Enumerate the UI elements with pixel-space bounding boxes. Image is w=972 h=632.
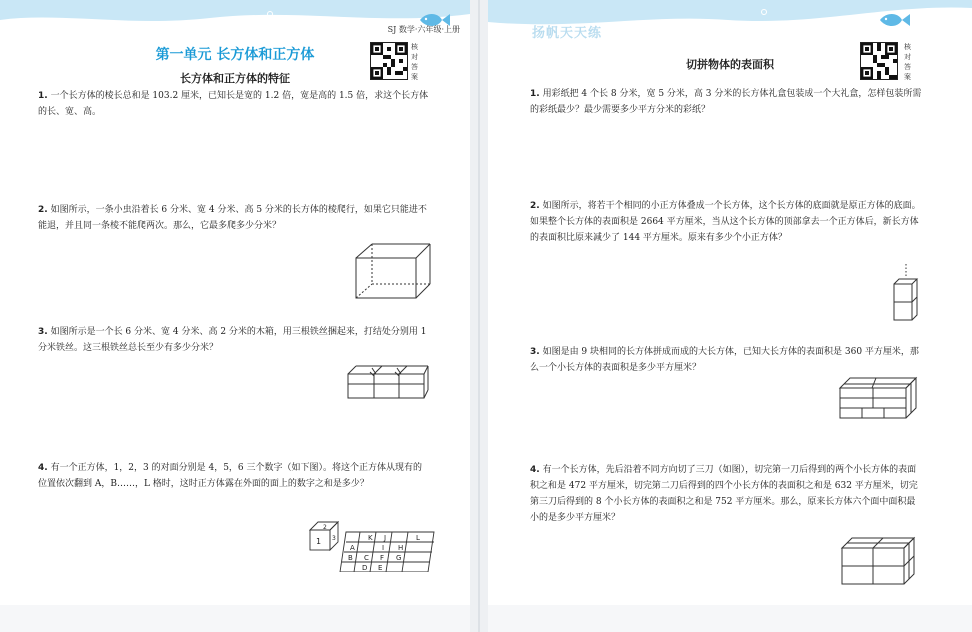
cut-cuboid-figure [838,534,920,588]
question-4 [530,462,922,526]
unit-title: 第一单元 长方体和正方体 [155,47,315,63]
grid-letter: B [348,554,353,562]
fish-icon [880,14,910,26]
question-1 [38,88,430,120]
question-text: 用彩纸把 4 个长 8 分米，宽 5 分米，高 3 分米的长方体礼盒包装成一个大礼盒，怎样包装所需的彩纸最少？最少需要多少平方分米的彩纸？ [530,89,922,115]
question-number: 4. [530,465,540,475]
section-title: 长方体和正方体的特征 [180,72,290,85]
left-page [0,0,470,605]
grid-letter: I [382,544,385,552]
question-number: 1. [530,89,540,99]
question-text: 有一个长方体，先后沿着不同方向切了三刀（如图），切完第一刀后得到的两个小长方体的表面积之和是 472 平方厘米，切完第二刀后得到的四个小长方体的表面积之和是 632 平方厘米，切完第三刀后得到的 8 个小长方体的表面积之和是 752 平方厘米。那么，原来长方体六个面中面积最小的是多少平方厘米？ [530,465,918,523]
stacked-cubes-figure [890,262,920,322]
question-text: 一个长方体的棱长总和是 103.2 厘米，已知长是宽的 1.2 倍，宽是高的 1.5 倍，求这个长方体的长、宽、高。 [38,91,429,117]
nine-cuboids-figure [836,374,920,422]
grid-letter: D [362,564,368,572]
grid-letter: F [380,554,385,562]
qr-label: 核对答案 [411,43,418,81]
question-2 [530,198,922,246]
question-text: 有一个正方体，1，2，3 的对面分别是 4，5，6 三个数字（如下图）。将这个正方体从现有的位置依次翻到 A，B……，L 格时，这时正方体露在外面的面上的数字之和是多少？ [38,463,423,489]
question-text: 如图是由 9 块相同的长方体拼成而成的大长方体，已知大长方体的表面积是 360 平方厘米，那么一个小长方体的表面积是多少平方厘米？ [530,347,919,373]
grid-letter: C [364,554,369,562]
wooden-box-figure [344,362,430,400]
qr-code-icon[interactable] [370,42,408,80]
qr-code-icon[interactable] [860,42,898,80]
next-page-edge [488,605,972,632]
grid-letter: J [384,534,387,542]
question-2 [38,202,430,234]
grid-letter: E [378,564,383,572]
question-3 [530,344,922,376]
page-gap [478,0,480,632]
question-4 [38,460,430,492]
question-text: 如图所示是一个长 6 分米、宽 4 分米、高 2 分米的木箱，用三根铁丝捆起来，打结处分别用 1 分米铁丝。这三根铁丝总长至少有多少分米？ [38,327,427,353]
question-number: 2. [38,205,48,215]
question-number: 3. [530,347,540,357]
grid-letter: K [368,534,373,542]
question-text: 如图所示，一条小虫沿着长 6 分米、宽 4 分米、高 5 分米的长方体的棱爬行，如果它只能进不能退，并且同一条棱不能爬两次。那么，它最多爬多少分米？ [38,205,427,231]
question-number: 1. [38,91,48,101]
cube-face-top: 2 [323,524,327,531]
question-text: 如图所示，将若干个相同的小正方体叠成一个长方体，这个长方体的底面就是原正方体的底面。如果整个长方体的表面积是 2664 平方厘米，当从这个长方体的顶部拿去一个正方体后，新长方体的表面积比原来减少了 144 平方厘米。原来有多少个小正方体？ [530,201,921,243]
cuboid-figure [352,242,434,300]
next-page-edge [0,605,470,632]
grid-letter: A [350,544,355,552]
cube-face-front: 1 [316,537,322,546]
section-title: 切拼物体的表面积 [686,58,774,71]
question-1 [530,86,922,118]
cube-face-side: 3 [332,535,336,542]
question-number: 2. [530,201,540,211]
right-page [488,0,972,605]
question-number: 3. [38,327,48,337]
question-3 [38,324,430,356]
header-meta: SJ 数学·六年级·上册 [387,25,460,34]
cube-roll-grid-figure [306,518,442,572]
grid-letter: L [416,534,420,542]
grid-letter: G [396,554,402,562]
brand-logo-text: 扬帆天天练 [532,26,603,41]
qr-label: 核对答案 [904,43,911,81]
grid-letter: H [398,544,404,552]
question-number: 4. [38,463,48,473]
